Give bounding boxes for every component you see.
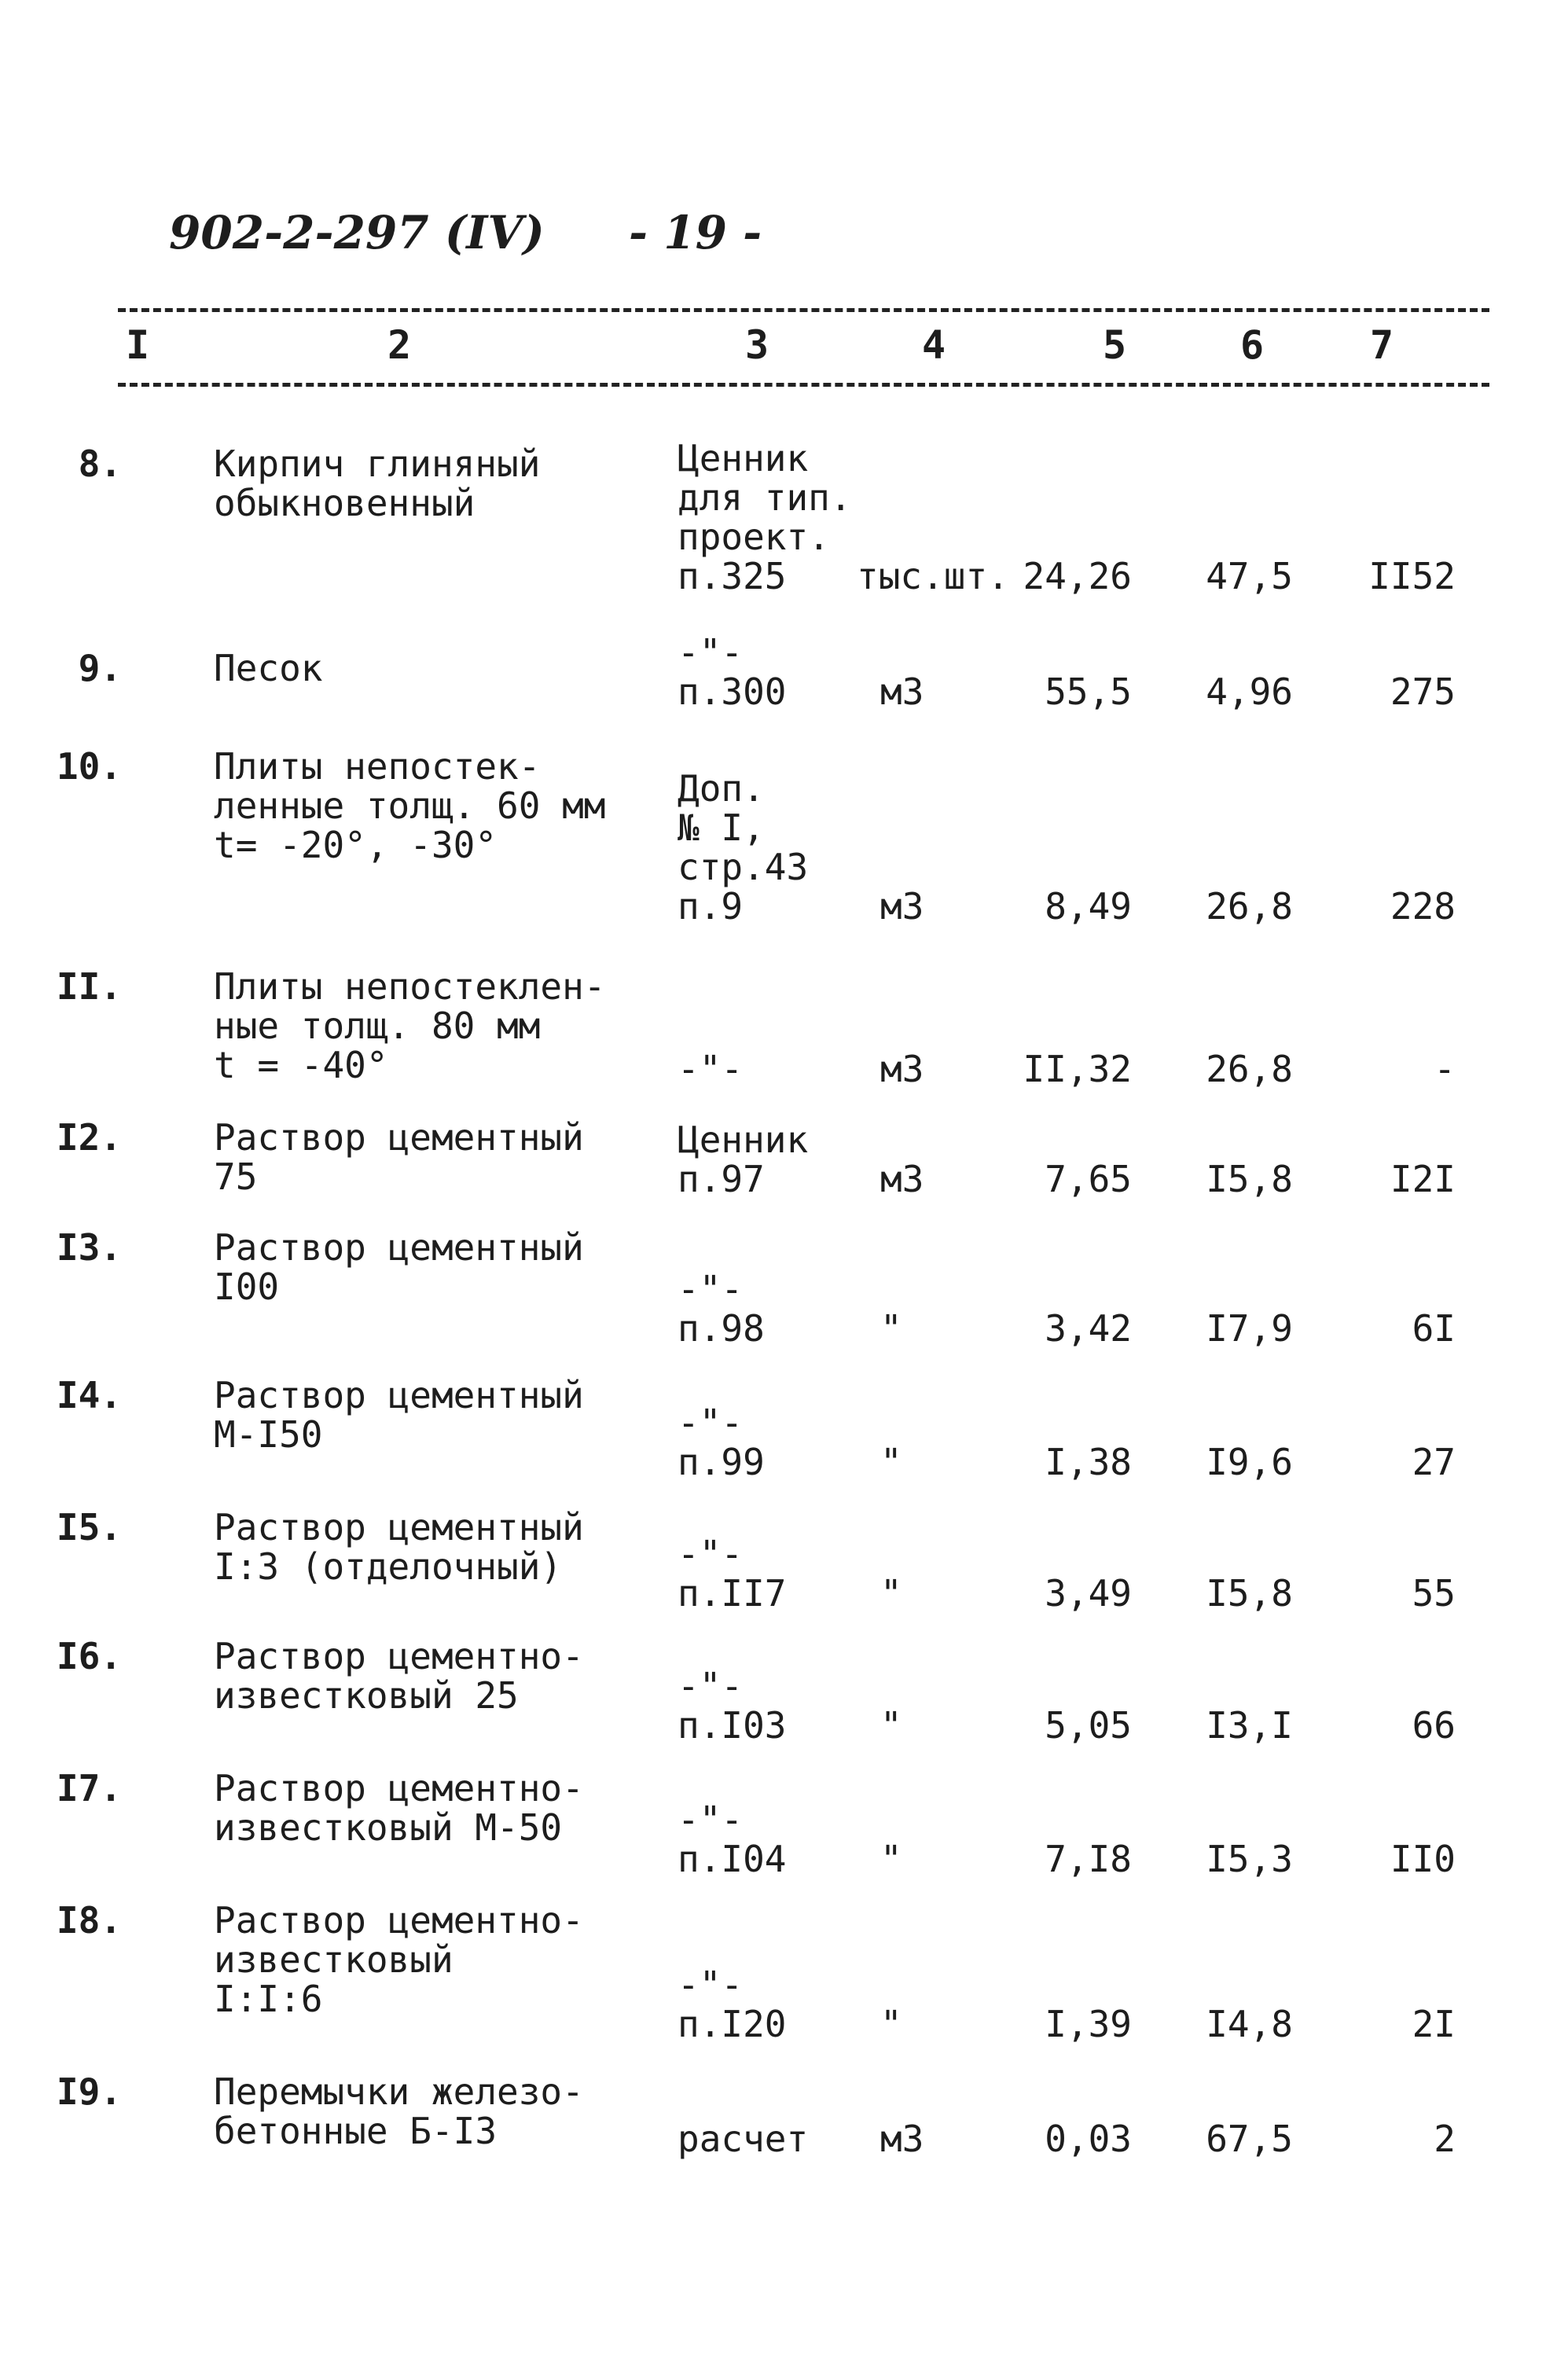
unit-price: 47,5 — [1206, 555, 1293, 597]
price-source: п.99 — [678, 1441, 765, 1483]
row-number: I5. — [56, 1506, 122, 1549]
price-source: -"- — [678, 1048, 744, 1090]
unit: м3 — [880, 1158, 924, 1200]
row-number: I7. — [56, 1767, 122, 1809]
item-name: Кирпич глиняный — [214, 443, 541, 485]
item-name: известковый М-50 — [214, 1806, 563, 1849]
price-source: -"- — [678, 1268, 744, 1310]
row-number: II. — [56, 965, 122, 1008]
price-source: стр.43 — [678, 846, 809, 888]
item-name: Раствор цементно- — [214, 1767, 584, 1809]
item-name: I:I:6 — [214, 1978, 323, 2020]
item-name: I:3 (отделочный) — [214, 1545, 563, 1588]
row-number: 9. — [78, 647, 122, 689]
price-source: п.I03 — [678, 1704, 787, 1747]
price-source: -"- — [678, 1402, 744, 1444]
price-source: п.300 — [678, 670, 787, 713]
unit-price: 26,8 — [1206, 1048, 1293, 1090]
item-name: Раствор цементный — [214, 1374, 584, 1416]
page-number: - 19 - — [629, 206, 762, 259]
unit: " — [880, 1572, 902, 1615]
total-cost: 6I — [1412, 1307, 1456, 1350]
unit-price: I7,9 — [1206, 1307, 1293, 1350]
unit: " — [880, 1441, 902, 1483]
price-source: -"- — [678, 631, 744, 674]
item-name: ленные толщ. 60 мм — [214, 784, 606, 827]
unit: " — [880, 1838, 902, 1880]
item-name: известковый 25 — [214, 1674, 519, 1717]
quantity: I,38 — [1045, 1441, 1132, 1483]
price-source: Ценник — [678, 1119, 809, 1161]
row-number: I9. — [56, 2070, 122, 2113]
item-name: Раствор цементно- — [214, 1635, 584, 1677]
unit-price: I5,3 — [1206, 1838, 1293, 1880]
price-source: проект. — [678, 516, 830, 558]
item-name: бетонные Б-I3 — [214, 2110, 498, 2152]
unit-price: I3,I — [1206, 1704, 1293, 1747]
column-header-4: 4 — [922, 322, 946, 368]
document-code: 902-2-297 (IV) — [169, 206, 545, 259]
row-number: 10. — [56, 745, 122, 788]
price-source: п.97 — [678, 1158, 765, 1200]
total-cost: - — [1434, 1048, 1456, 1090]
unit: " — [880, 1704, 902, 1747]
price-source: п.I04 — [678, 1838, 787, 1880]
column-header-6: 6 — [1240, 322, 1265, 368]
total-cost: II0 — [1390, 1838, 1456, 1880]
unit-price: I5,8 — [1206, 1572, 1293, 1615]
price-source: п.325 — [678, 555, 787, 597]
header-rule-top — [118, 308, 1489, 312]
price-source: Ценник — [678, 437, 809, 479]
item-name: Плиты непостек- — [214, 745, 541, 788]
column-header-7: 7 — [1370, 322, 1394, 368]
total-cost: 2 — [1434, 2118, 1456, 2160]
total-cost: II52 — [1368, 555, 1456, 597]
total-cost: 275 — [1390, 670, 1456, 713]
quantity: 7,I8 — [1045, 1838, 1132, 1880]
price-source: -"- — [678, 1964, 744, 2006]
item-name: Раствор цементный — [214, 1506, 584, 1549]
header-rule-bottom — [118, 383, 1489, 387]
price-source: п.II7 — [678, 1572, 787, 1615]
unit-price: I5,8 — [1206, 1158, 1293, 1200]
column-header-1: I — [126, 322, 150, 368]
column-header-3: 3 — [745, 322, 769, 368]
price-source: для тип. — [678, 476, 852, 519]
total-cost: 66 — [1412, 1704, 1456, 1747]
quantity: 8,49 — [1045, 885, 1132, 928]
price-source: -"- — [678, 1533, 744, 1575]
price-source: п.9 — [678, 885, 744, 928]
item-name: Плиты непостеклен- — [214, 965, 606, 1008]
total-cost: 2I — [1412, 2003, 1456, 2045]
total-cost: 27 — [1412, 1441, 1456, 1483]
quantity: 24,26 — [1023, 555, 1132, 597]
item-name: Перемычки железо- — [214, 2070, 584, 2113]
quantity: 3,42 — [1045, 1307, 1132, 1350]
unit-price: 26,8 — [1206, 885, 1293, 928]
row-number: I6. — [56, 1635, 122, 1677]
price-source: -"- — [678, 1798, 744, 1841]
item-name: t = -40° — [214, 1044, 388, 1086]
price-source: п.98 — [678, 1307, 765, 1350]
row-number: I3. — [56, 1226, 122, 1269]
price-source: п.I20 — [678, 2003, 787, 2045]
quantity: 0,03 — [1045, 2118, 1132, 2160]
quantity: II,32 — [1023, 1048, 1132, 1090]
item-name: t= -20°, -30° — [214, 824, 498, 866]
total-cost: I2I — [1390, 1158, 1456, 1200]
item-name: I00 — [214, 1266, 280, 1308]
price-source: Доп. — [678, 767, 765, 810]
unit-price: I4,8 — [1206, 2003, 1293, 2045]
column-header-2: 2 — [387, 322, 412, 368]
item-name: Раствор цементно- — [214, 1899, 584, 1942]
row-number: I4. — [56, 1374, 122, 1416]
quantity: 7,65 — [1045, 1158, 1132, 1200]
price-source: -"- — [678, 1665, 744, 1707]
quantity: 55,5 — [1045, 670, 1132, 713]
unit-price: I9,6 — [1206, 1441, 1293, 1483]
item-name: обыкновенный — [214, 482, 476, 524]
unit-price: 67,5 — [1206, 2118, 1293, 2160]
total-cost: 228 — [1390, 885, 1456, 928]
quantity: 5,05 — [1045, 1704, 1132, 1747]
row-number: I8. — [56, 1899, 122, 1942]
unit-price: 4,96 — [1206, 670, 1293, 713]
unit: тыс.шт. — [857, 555, 1009, 597]
item-name: М-I50 — [214, 1413, 323, 1456]
unit: м3 — [880, 670, 924, 713]
quantity: I,39 — [1045, 2003, 1132, 2045]
unit: " — [880, 2003, 902, 2045]
price-source: расчет — [678, 2118, 809, 2160]
row-number: 8. — [78, 443, 122, 485]
item-name: Раствор цементный — [214, 1116, 584, 1159]
item-name: ные толщ. 80 мм — [214, 1005, 541, 1047]
item-name: Песок — [214, 647, 323, 689]
total-cost: 55 — [1412, 1572, 1456, 1615]
unit: м3 — [880, 1048, 924, 1090]
item-name: известковый — [214, 1938, 454, 1981]
column-header-5: 5 — [1103, 322, 1127, 368]
unit: " — [880, 1307, 902, 1350]
row-number: I2. — [56, 1116, 122, 1159]
item-name: Раствор цементный — [214, 1226, 584, 1269]
unit: м3 — [880, 885, 924, 928]
quantity: 3,49 — [1045, 1572, 1132, 1615]
unit: м3 — [880, 2118, 924, 2160]
item-name: 75 — [214, 1155, 258, 1198]
price-source: № I, — [678, 806, 765, 849]
